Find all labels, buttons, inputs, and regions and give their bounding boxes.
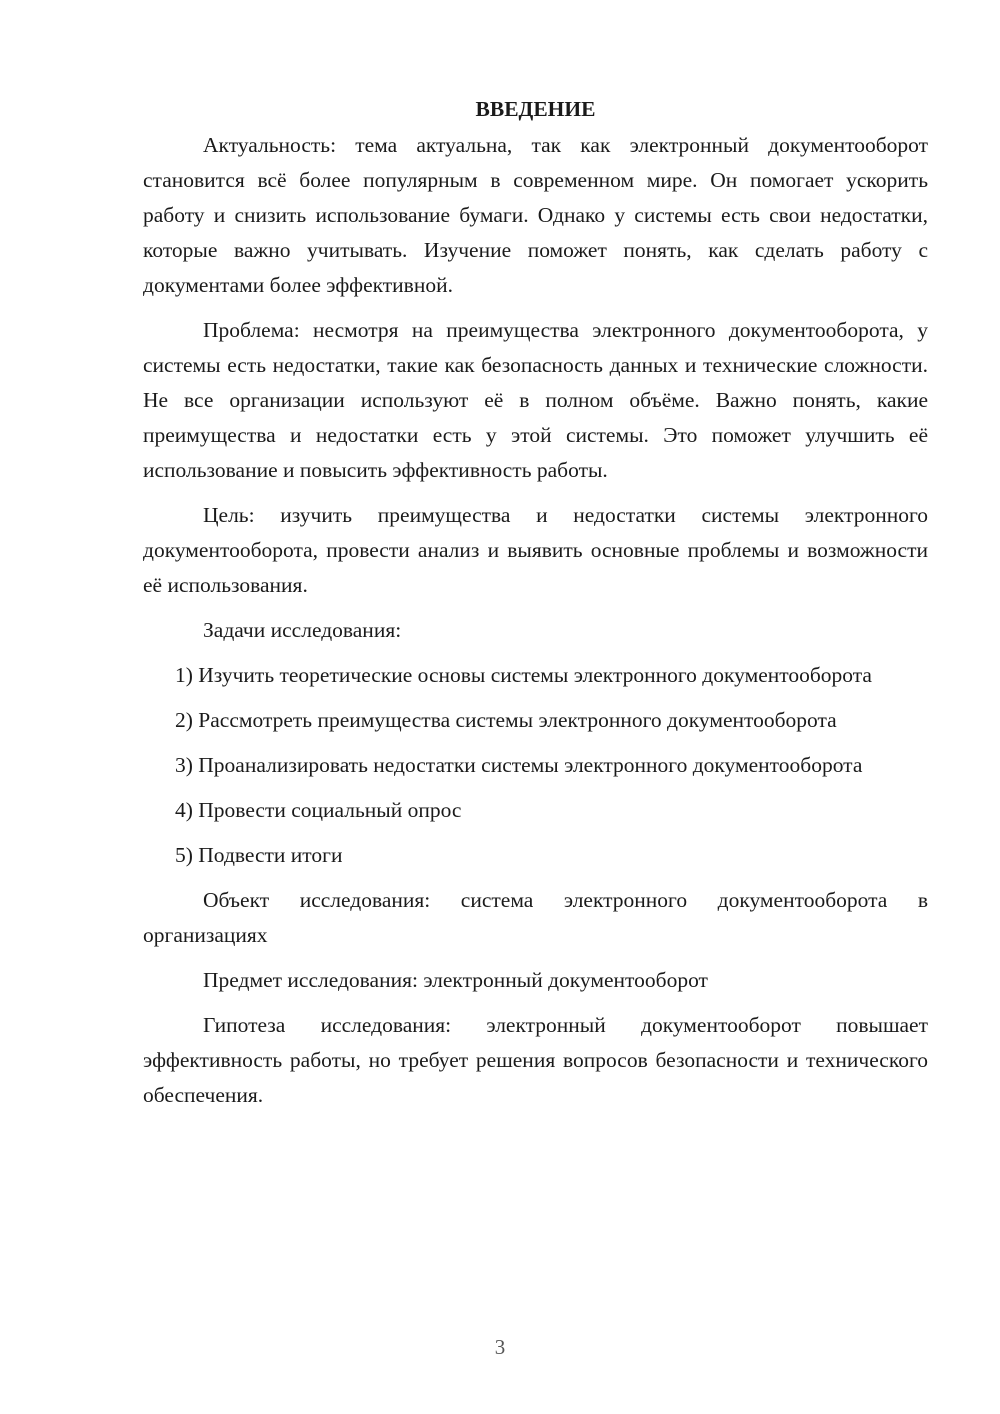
section-title: ВВЕДЕНИЕ xyxy=(475,97,596,121)
task-item: 1) Изучить теоретические основы системы электронного документооборота xyxy=(175,663,872,687)
page-number: 3 xyxy=(494,1335,506,1359)
subject-paragraph: Предмет исследования: электронный документооборот xyxy=(203,968,708,992)
task-item: 4) Провести социальный опрос xyxy=(175,798,462,822)
task-item: 5) Подвести итоги xyxy=(175,843,343,867)
document-page xyxy=(143,92,928,1123)
tasks-heading: Задачи исследования: xyxy=(203,618,402,642)
goal-paragraph: Цель: изучить преимущества и недостатки системы электронного документооборота, провести анализ и выявить основные проблемы и возможности её использования. xyxy=(143,503,928,597)
task-item: 3) Проанализировать недостатки системы электронного документооборота xyxy=(175,753,863,777)
problem-paragraph: Проблема: несмотря на преимущества электронного документооборота, у системы есть недостатки, такие как безопасность данных и технические сложности. Не все организации используют её в полном объёме. Важно понять, какие преимущества и недостатки есть у этой системы. Это поможет улучшить её использование и повысить эффективность работы. xyxy=(143,318,928,482)
task-item: 2) Рассмотреть преимущества системы электронного документооборота xyxy=(175,708,837,732)
hypothesis-paragraph: Гипотеза исследования: электронный документооборот повышает эффективность работы, но требует решения вопросов безопасности и технического обеспечения. xyxy=(143,1013,928,1107)
object-paragraph: Объект исследования: система электронного документооборота в организациях xyxy=(143,888,928,947)
relevance-paragraph: Актуальность: тема актуальна, так как электронный документооборот становится всё более популярным в современном мире. Он помогает ускорить работу и снизить использование бумаги. Однако у системы есть свои недостатки, которые важно учитывать. Изучение поможет понять, как сделать работу с документами более эффективной. xyxy=(143,133,928,297)
